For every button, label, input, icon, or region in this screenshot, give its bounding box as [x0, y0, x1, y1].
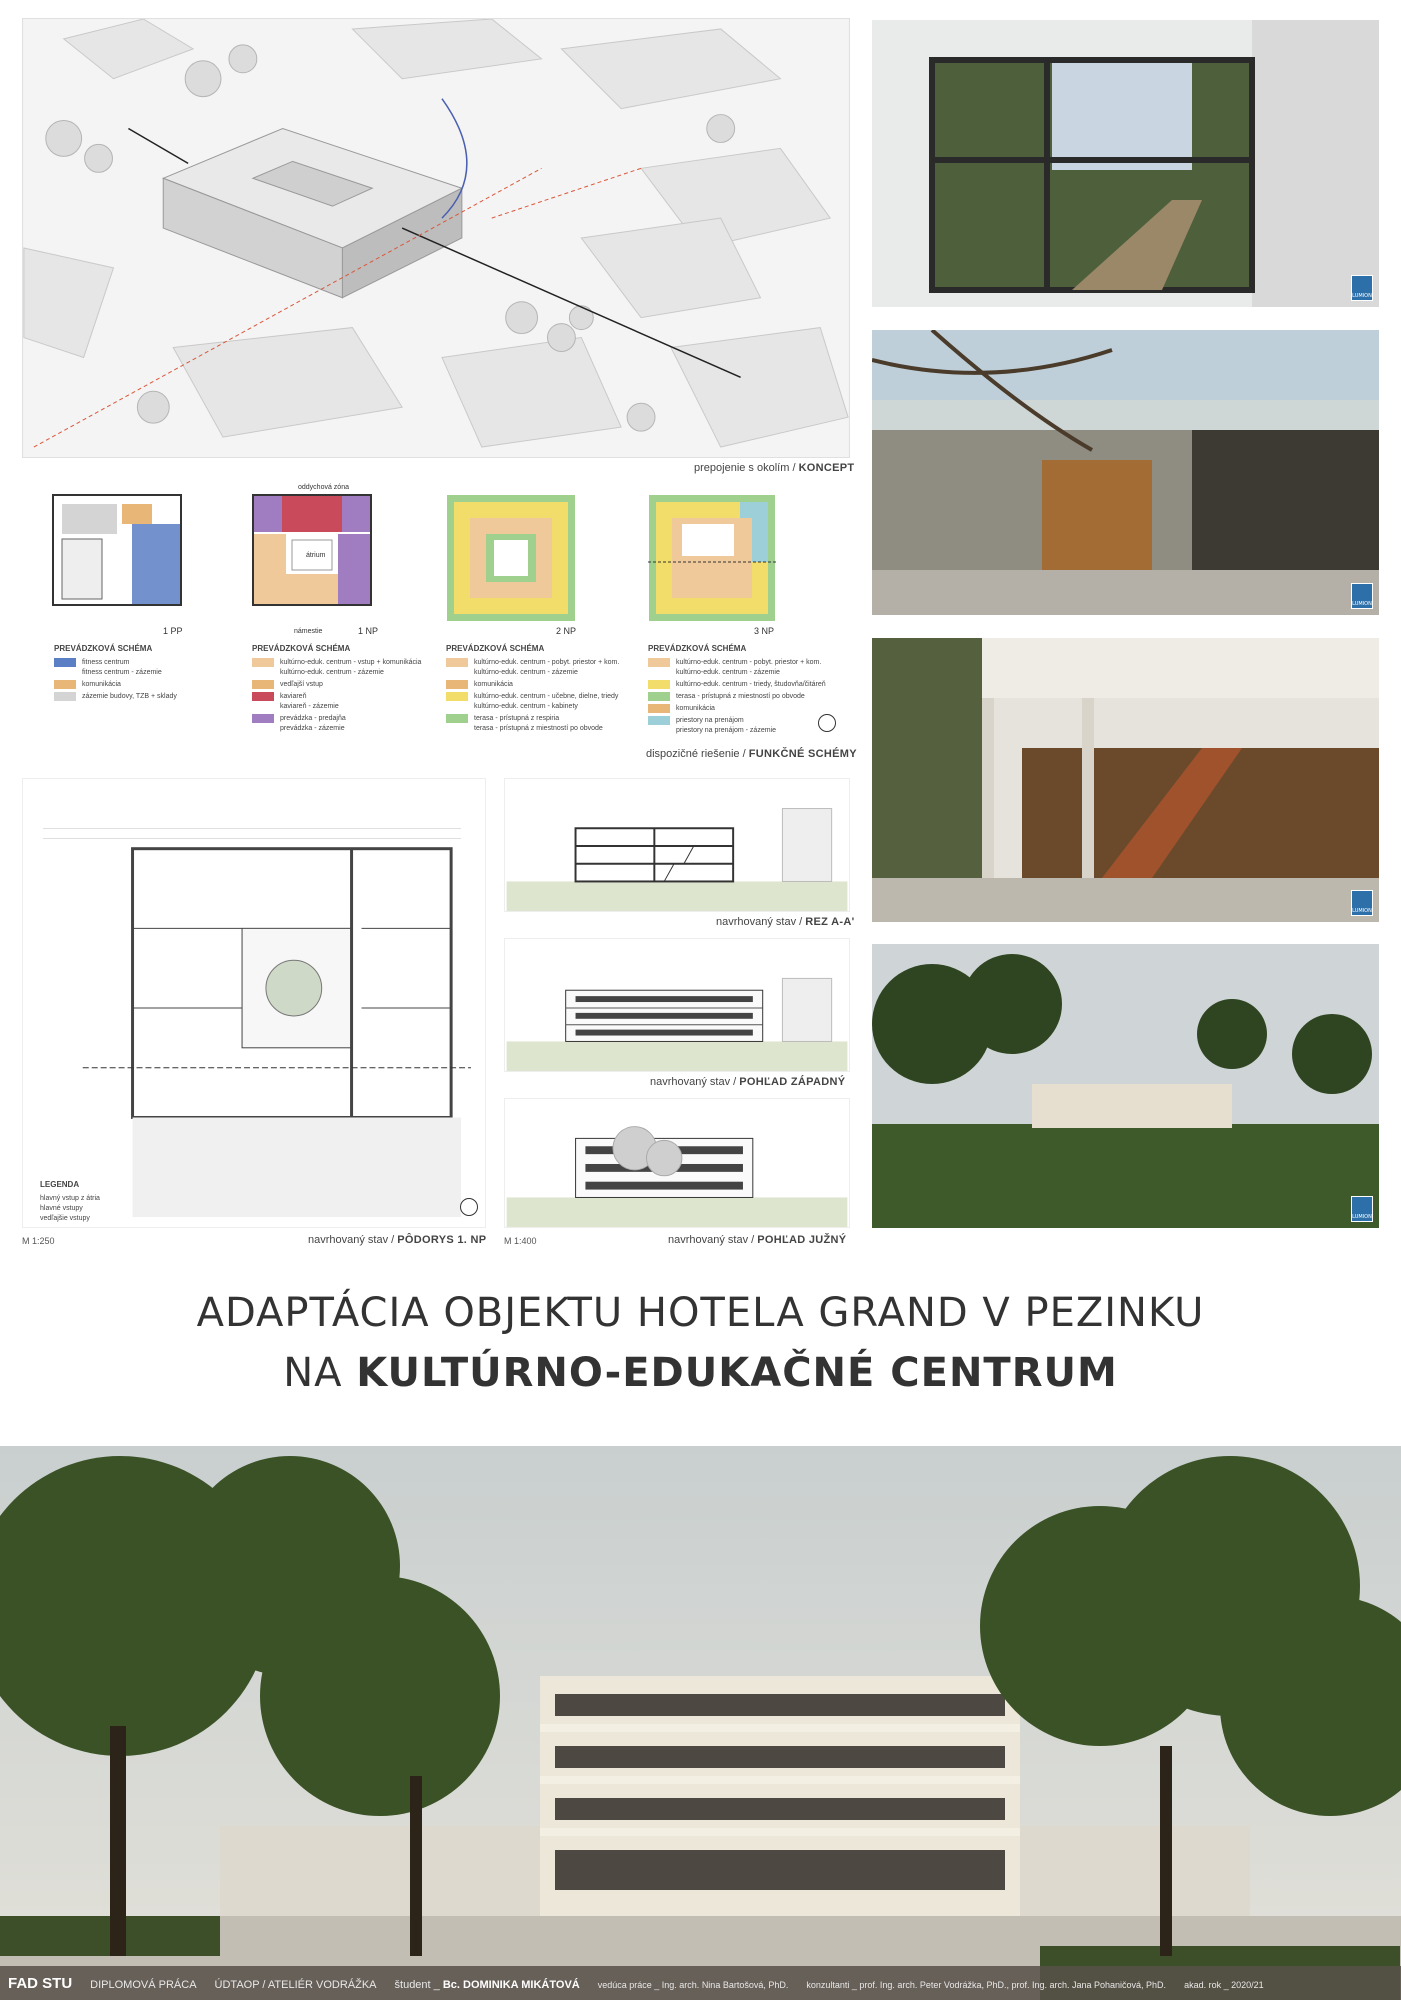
project-title-prefix: NA — [283, 1350, 343, 1396]
footer-supervisor: vedúca práce _ Ing. arch. Nina Bartošová, PhD. — [597, 1980, 789, 1990]
scheme-legend-1np — [252, 644, 442, 736]
lumion-logo-icon — [1351, 583, 1373, 609]
south-elevation-drawing — [504, 1098, 850, 1228]
project-title-line2 — [0, 1350, 1401, 1396]
floor-plan-caption-prefix: navrhovaný stav / — [308, 1234, 395, 1246]
lumion-logo-text: LUMION — [1352, 601, 1372, 607]
floor-plan-legend-item: hlavné vstupy — [40, 1205, 83, 1212]
render-atrium-staircase — [872, 330, 1379, 615]
project-title-line1: ADAPTÁCIA OBJEKTU HOTELA GRAND V PEZINKU — [196, 1290, 1205, 1336]
render-entrance-hall — [872, 638, 1379, 922]
concept-caption-title: KONCEPT — [798, 462, 855, 474]
legend-item — [252, 658, 442, 678]
legend-text: vedľajší vstup — [280, 681, 323, 688]
legend-item — [252, 692, 442, 712]
south-caption-prefix: navrhovaný stav / — [668, 1234, 755, 1246]
lumion-logo-icon — [1351, 275, 1373, 301]
scheme-plan-1np — [252, 494, 372, 606]
project-title-bold: KULTÚRNO-EDUKAČNÉ CENTRUM — [356, 1350, 1118, 1396]
section-caption — [716, 916, 855, 928]
floor-plan-legend-item: hlavný vstup z átria — [40, 1195, 100, 1202]
legend-text: kultúrno-eduk. centrum - pobyt. priestor + kom. kultúrno-eduk. centrum - zázemie — [676, 659, 822, 676]
scheme-label-atrium: átrium — [306, 552, 326, 559]
floor-plan-legend — [40, 1180, 160, 1224]
legend-text: komunikácia — [676, 705, 715, 712]
lumion-logo-text: LUMION — [1352, 1214, 1372, 1220]
west-caption-prefix: navrhovaný stav / — [650, 1076, 737, 1088]
legend-item — [446, 714, 646, 734]
floor-plan-caption-title: PÔDORYS 1. NP — [397, 1234, 487, 1246]
legend-swatch — [252, 692, 274, 701]
scheme-floor-label-1np: 1 NP — [358, 626, 379, 636]
section-caption-title: REZ A-A' — [805, 916, 855, 928]
legend-swatch — [252, 658, 274, 667]
legend-text: kaviareň kaviareň - zázemie — [280, 693, 339, 710]
lumion-logo-text: LUMION — [1352, 293, 1372, 299]
legend-item — [54, 658, 234, 678]
legend-swatch — [446, 658, 468, 667]
legend-item — [252, 714, 442, 734]
concept-axonometry-drawing — [23, 19, 849, 457]
floor-plan-scale: M 1:250 — [22, 1236, 55, 1246]
scheme-floor-label-1pp: 1 PP — [163, 626, 183, 636]
legend-item — [446, 692, 646, 712]
west-elevation-drawing — [504, 938, 850, 1072]
legend-item — [54, 680, 234, 690]
legend-text: priestory na prenájom priestory na prenájom - zázemie — [676, 717, 776, 734]
footer-bar — [8, 1975, 1393, 1992]
legend-swatch — [648, 716, 670, 725]
schemes-caption-title: FUNKČNÉ SCHÉMY — [748, 748, 857, 760]
legend-text: fitness centrum fitness centrum - zázemie — [82, 659, 162, 676]
scheme-floor-label-2np: 2 NP — [556, 626, 577, 636]
legend-swatch — [648, 704, 670, 713]
floor-plan-caption — [308, 1234, 486, 1246]
render-atrium-corridor — [872, 20, 1379, 307]
legend-swatch — [648, 692, 670, 701]
legend-text: kultúrno-eduk. centrum - vstup + komunikácia kultúrno-eduk. centrum - zázemie — [280, 659, 422, 676]
north-arrow-icon — [818, 714, 836, 732]
west-caption-title: POHĽAD ZÁPADNÝ — [739, 1076, 846, 1088]
west-elevation-caption — [650, 1076, 845, 1088]
legend-item — [54, 692, 234, 702]
footer-student-name: Bc. DOMINIKA MIKÁTOVÁ — [442, 1979, 580, 1991]
legend-swatch — [648, 680, 670, 689]
scheme-plan-3np — [648, 494, 776, 622]
section-drawing — [504, 778, 850, 912]
scheme-plan-2np — [446, 494, 576, 622]
hero-render-main-facade — [0, 1446, 1401, 2000]
legend-text: kultúrno-eduk. centrum - pobyt. priestor + kom. kultúrno-eduk. centrum - zázemie — [474, 659, 620, 676]
footer-studio: ÚDTAOP / ATELIÉR VODRÁŽKA — [214, 1979, 377, 1991]
footer-school: FAD STU — [8, 1975, 73, 1992]
legend-text: prevádzka - predajňa prevádzka - zázemie — [280, 715, 346, 732]
scheme-legend-heading: PREVÁDZKOVÁ SCHÉMA — [252, 644, 351, 653]
south-elevation-caption — [668, 1234, 846, 1246]
north-arrow-icon — [460, 1198, 478, 1216]
legend-item — [648, 658, 848, 678]
legend-text: kultúrno-eduk. centrum - triedy, študovňa/čitáreň — [676, 681, 826, 688]
floor-plan-legend-title: LEGENDA — [40, 1180, 80, 1189]
legend-swatch — [446, 680, 468, 689]
legend-swatch — [648, 658, 670, 667]
legend-text: terasa - prístupná z respiria terasa - prístupná z miestností po obvode — [474, 715, 603, 732]
concept-caption-prefix: prepojenie s okolím / — [694, 462, 796, 474]
scheme-floor-label-3np: 3 NP — [754, 626, 775, 636]
footer-student-label: študent _ — [394, 1979, 440, 1991]
scheme-plan-1pp — [52, 494, 182, 606]
lumion-logo-icon — [1351, 1196, 1373, 1222]
concept-axonometry — [22, 18, 850, 458]
legend-item — [648, 680, 848, 690]
concept-caption — [694, 462, 854, 474]
scheme-legend-1pp — [54, 644, 234, 704]
legend-swatch — [446, 692, 468, 701]
legend-swatch — [446, 714, 468, 723]
legend-swatch — [54, 658, 76, 667]
legend-item — [446, 680, 646, 690]
scheme-legend-heading: PREVÁDZKOVÁ SCHÉMA — [446, 644, 545, 653]
footer-year: akad. rok _ 2020/21 — [1184, 1980, 1264, 1990]
schemes-caption — [646, 748, 857, 760]
south-elevation-scale: M 1:400 — [504, 1236, 537, 1246]
legend-text: kultúrno-eduk. centrum - učebne, dielne, triedy kultúrno-eduk. centrum - kabinety — [474, 693, 619, 710]
legend-item — [648, 704, 848, 714]
legend-text: komunikácia — [474, 681, 513, 688]
footer-consultants: konzultanti _ prof. Ing. arch. Peter Vodrážka, PhD., prof. Ing. arch. Jana Pohaničová, PhD. — [806, 1980, 1167, 1990]
legend-item — [252, 680, 442, 690]
legend-swatch — [54, 692, 76, 701]
scheme-label-oddychova-zona: oddychová zóna — [298, 484, 349, 491]
scheme-legend-heading: PREVÁDZKOVÁ SCHÉMA — [54, 644, 153, 653]
legend-swatch — [252, 714, 274, 723]
legend-text: zázemie budovy, TZB + sklady — [82, 693, 177, 700]
scheme-label-namestie: námestie — [294, 628, 323, 635]
legend-text: komunikácia — [82, 681, 121, 688]
south-caption-title: POHĽAD JUŽNÝ — [757, 1234, 847, 1246]
lumion-logo-text: LUMION — [1352, 908, 1372, 914]
section-caption-prefix: navrhovaný stav / — [716, 916, 803, 928]
scheme-legend-2np — [446, 644, 646, 736]
render-park-view — [872, 944, 1379, 1228]
footer-work-type: DIPLOMOVÁ PRÁCA — [90, 1979, 197, 1991]
lumion-logo-icon — [1351, 890, 1373, 916]
scheme-legend-heading: PREVÁDZKOVÁ SCHÉMA — [648, 644, 747, 653]
legend-text: terasa - prístupná z miestností po obvode — [676, 693, 805, 700]
legend-item — [648, 692, 848, 702]
floor-plan-legend-item: vedľajšie vstupy — [40, 1215, 90, 1222]
legend-swatch — [54, 680, 76, 689]
legend-swatch — [252, 680, 274, 689]
legend-item — [446, 658, 646, 678]
schemes-caption-prefix: dispozičné riešenie / — [646, 748, 746, 760]
floor-plan-drawing — [22, 778, 486, 1228]
